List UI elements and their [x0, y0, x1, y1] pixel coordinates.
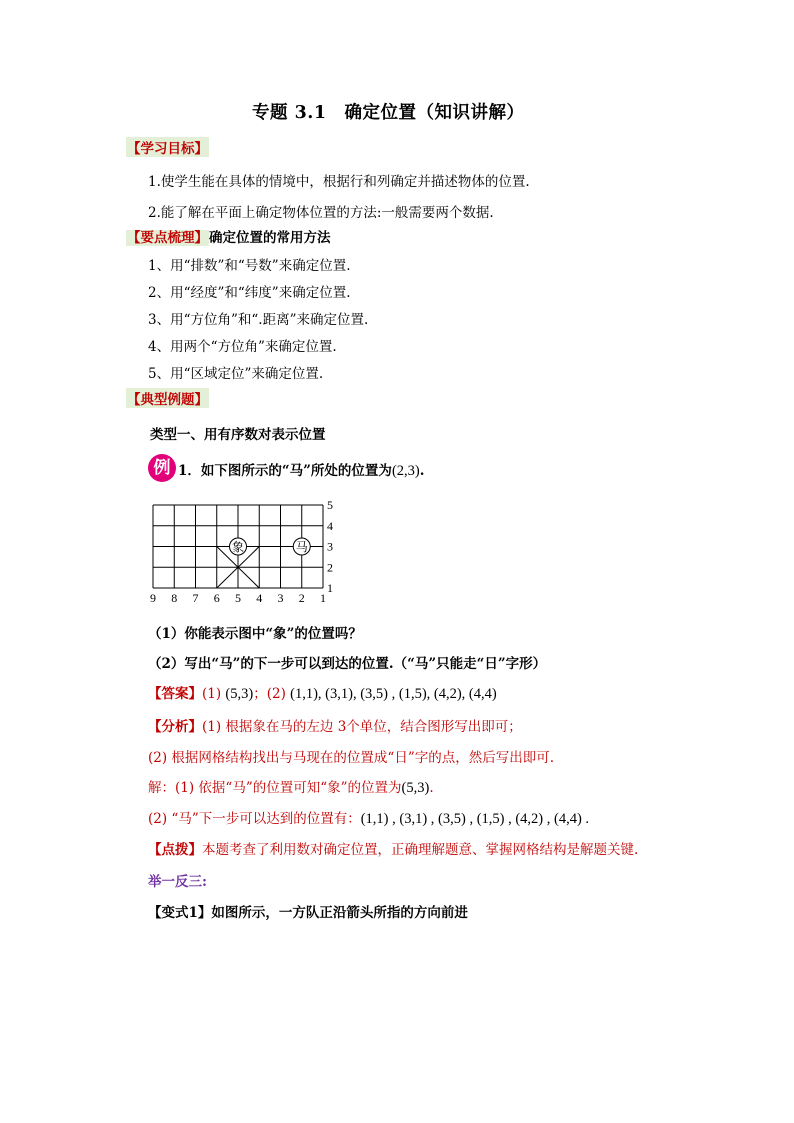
example-badge: 例 — [148, 454, 176, 482]
row-label: 2 — [327, 560, 333, 575]
variant-text: 如图所示，一方队正沿箭头所指的方向前进 — [211, 905, 468, 921]
row-label: 5 — [327, 498, 333, 512]
column-label: 1 — [320, 591, 326, 605]
examples-label: 【典型例题】 — [126, 388, 209, 408]
answer-separator: ； — [253, 686, 267, 702]
solution-line-2 — [148, 807, 589, 828]
piece-label: 马 — [295, 540, 308, 554]
answer-value-2: (1,1), (3,1), (3,5) , (1,5), (4,2), (4,4) — [290, 686, 497, 702]
column-label: 2 — [298, 591, 305, 605]
page-title: 专题 3.1 确定位置（知识讲解） — [252, 103, 525, 123]
answer-value-1: (5,3) — [225, 686, 254, 702]
column-label: 6 — [213, 591, 220, 605]
question-text: 1．如下图所示的“马”所处的位置为 — [178, 463, 392, 479]
answer-label: 【答案】 — [148, 686, 202, 702]
solution-text-1: 解：(1) 依据“马”的位置可知“象”的位置为 — [148, 780, 402, 796]
row-label: 1 — [327, 581, 333, 595]
variant-label: 【变式1】 — [148, 905, 212, 921]
key-point-item: 2、用“经度”和“纬度”来确定位置. — [148, 285, 351, 301]
chess-piece-elephant — [230, 538, 247, 555]
key-point-item: 4、用两个“方位角”来确定位置. — [148, 339, 337, 355]
key-points-heading: 确定位置的常用方法 — [209, 230, 331, 246]
solution-value-1: (5,3) — [401, 780, 430, 796]
column-label: 7 — [192, 591, 199, 605]
solution-end-1: . — [429, 780, 434, 796]
analysis-label: 【分析】 — [148, 719, 202, 735]
practice-label: 举一反三: — [148, 874, 207, 890]
sub-question-1: （1）你能表示图中“象”的位置吗？ — [148, 626, 362, 642]
key-point-item: 5、用“区域定位”来确定位置. — [148, 366, 324, 382]
row-label: 4 — [327, 518, 333, 533]
chess-board-figure — [148, 498, 338, 605]
type-heading: 类型一、用有序数对表示位置 — [150, 427, 326, 443]
tip-label: 【点拨】 — [148, 842, 202, 858]
sub-question-2: （2）写出“马”的下一步可以到达的位置.（“马”只能走“日”字形） — [148, 656, 547, 672]
solution-value-2: (1,1) , (3,1) , (3,5) , (1,5) , (4,2) , (4,4) . — [360, 811, 590, 827]
analysis-line-1 — [148, 715, 522, 735]
chess-board-svg — [148, 498, 338, 605]
answer-part-2: (2) — [266, 686, 286, 702]
key-point-item: 3、用“方位角”和“.距离”来确定位置. — [148, 312, 369, 328]
column-label: 8 — [171, 591, 178, 605]
piece-label: 象 — [231, 540, 245, 554]
example-question — [178, 459, 424, 480]
question-end: . — [419, 463, 425, 479]
solution-line-1 — [148, 776, 434, 797]
tip-line — [148, 838, 638, 858]
tip-text: 本题考查了利用数对确定位置，正确理解题意、掌握网格结构是解题关键. — [202, 842, 639, 858]
answer-line — [148, 682, 497, 703]
analysis-line-2: (2) 根据网格结构找出与马现在的位置成“日”字的点，然后写出即可. — [148, 750, 555, 766]
key-points-header — [126, 226, 331, 246]
column-label: 4 — [256, 591, 263, 605]
objectives-label: 【学习目标】 — [126, 137, 209, 157]
key-points-label: 【要点梳理】 — [127, 230, 208, 246]
analysis-text-1: (1) 根据象在马的左边 3个单位，结合图形写出即可； — [202, 719, 522, 735]
question-coordinate: (2,3) — [391, 463, 420, 479]
row-label: 3 — [327, 539, 333, 554]
objective-item: 1.使学生能在具体的情境中，根据行和列确定并描述物体的位置. — [148, 174, 530, 190]
column-label: 3 — [277, 591, 284, 605]
objective-item: 2.能了解在平面上确定物体位置的方法:一般需要两个数据. — [148, 205, 494, 221]
key-point-item: 1、用“排数”和“号数”来确定位置. — [148, 258, 351, 274]
chess-piece-horse — [293, 538, 310, 555]
answer-part-1: (1) — [202, 686, 222, 702]
column-label: 9 — [150, 591, 156, 605]
variant-line — [148, 901, 468, 921]
column-label: 5 — [235, 591, 241, 605]
solution-text-2: (2) “马”下一步可以达到的位置有： — [148, 811, 361, 827]
